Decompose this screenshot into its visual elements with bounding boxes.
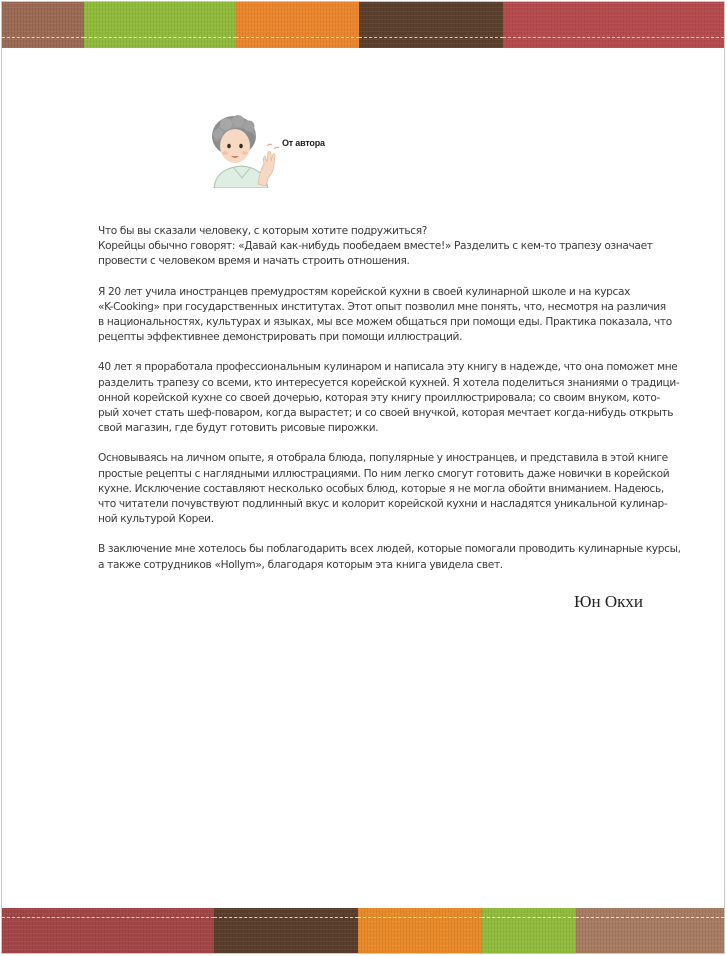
paragraph-line: что читатели почувствуют подлинный вкус и колорит корейской кухни и насладятся уникальной кулинар-	[98, 498, 668, 511]
top-band-segment	[503, 2, 724, 48]
paragraph-line: рецепты эффективнее демонстрировать при помощи иллюстраций.	[98, 331, 463, 344]
bottom-band-segment	[482, 908, 576, 954]
paragraph	[98, 285, 672, 346]
paragraph-line: кухне. Исключение составляют несколько особых блюд, которые я не могла обойти вниманием. Надеюсь,	[98, 482, 664, 495]
paragraph-line: рый хочет стать шеф-поваром, когда вырастет; и со своей внучкой, которая мечтает когда-нибудь открыть	[98, 407, 674, 420]
grandmother-waving-icon	[204, 112, 280, 188]
paragraph-line: Что бы вы сказали человеку, с которым хотите подружиться?	[98, 225, 428, 237]
paragraph	[98, 360, 680, 436]
top-band-segment	[359, 2, 503, 48]
paragraph-line: Основываясь на личном опыте, я отобрала блюда, популярные у иностранцев, и представила в этой книге	[98, 452, 668, 465]
paragraph-line: свой магазин, где будут готовить рисовые пирожки.	[98, 422, 379, 435]
author-signature: Юн Окхи	[574, 592, 643, 611]
paragraph-line: ной культурой Кореи.	[98, 513, 214, 526]
paragraph-line: разделить трапезу со всеми, кто интересуется корейской кухней. Я хотела поделиться знаниями о традици-	[98, 376, 680, 389]
paragraph-line: простые рецепты с наглядными иллюстрациями. По ним легко смогут готовить даже новички в корейской	[98, 467, 670, 480]
bottom-band-segment	[2, 908, 214, 954]
paragraph-line: Корейцы обычно говорят: «Давай как-нибудь пообедаем вместе!» Разделить с кем-то трапезу означает	[98, 240, 653, 253]
paragraph-line: а также сотрудников «Hollym», благодаря которым эта книга увидела свет.	[98, 558, 503, 571]
top-band-segment	[236, 2, 359, 48]
paragraph-line: 40 лет я проработала профессиональным кулинаром и написала эту книгу в надежде, что она поможет мне	[98, 361, 678, 374]
paragraph-line: провести с человеком время и начать строить отношения.	[98, 255, 410, 268]
bottom-band-segment	[576, 908, 724, 954]
author-section-label: От автора	[282, 138, 325, 148]
top-band-segment	[84, 2, 236, 48]
top-band-segment	[2, 2, 84, 48]
paragraph	[98, 224, 658, 270]
paragraph-line: Я 20 лет учила иностранцев премудростям корейской кухни в своей кулинарной школе и на курсах	[98, 285, 631, 298]
top-decorative-band	[2, 2, 724, 48]
paragraph	[98, 542, 681, 572]
paragraph-line: В заключение мне хотелось бы поблагодарить всех людей, которые помогали проводить кулинарные курсы,	[98, 543, 681, 556]
paragraph-line: в национальностях, культурах и языках, мы все можем общаться при помощи еды. Практика показала, что	[98, 316, 672, 329]
paragraph-line: «K-Cooking» при государственных институтах. Этот опыт позволил мне понять, что, несмотря на различия	[98, 300, 666, 313]
paragraph	[98, 451, 670, 527]
bottom-band-segment	[358, 908, 482, 954]
page	[1, 1, 725, 954]
body-text	[98, 224, 681, 588]
bottom-band-segment	[214, 908, 358, 954]
paragraph-line: онной корейской кухне со своей дочерью, которая эту книгу проиллюстрировала; со своим внуком, кото-	[98, 391, 660, 404]
bottom-decorative-band	[2, 908, 724, 954]
